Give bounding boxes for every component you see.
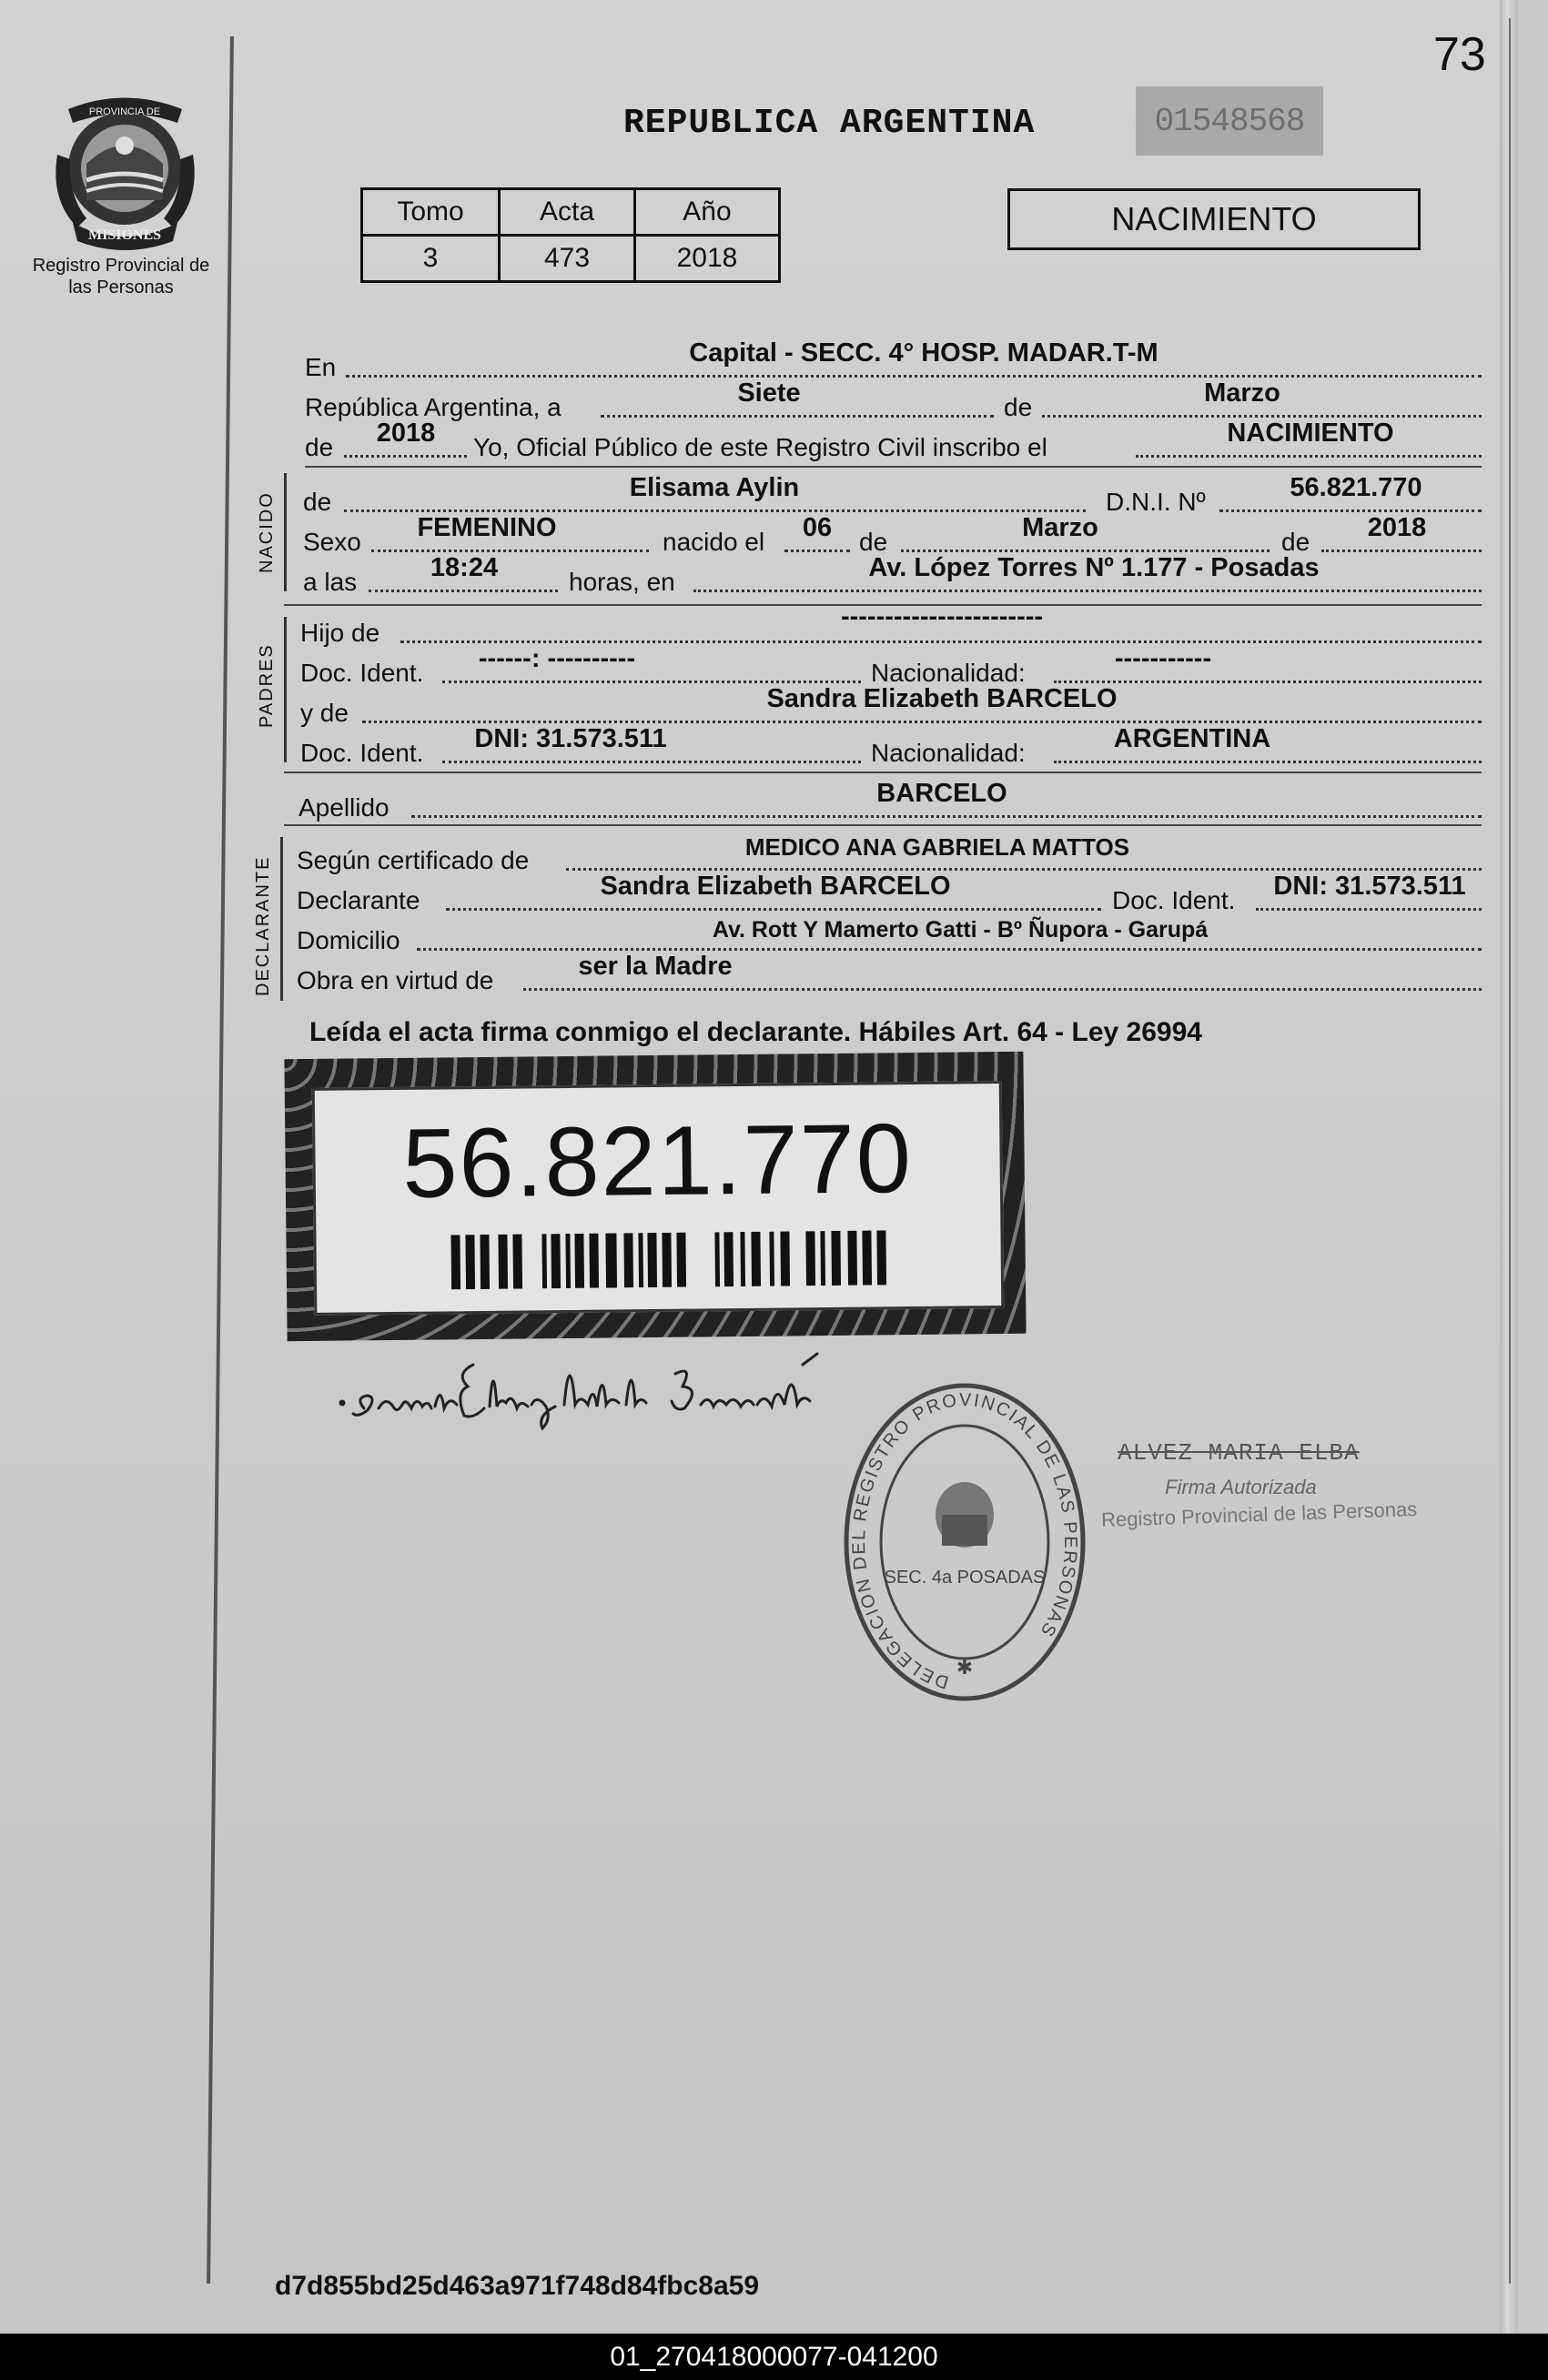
nacido-el-label: nacido el [663, 528, 765, 556]
doc-label: Doc. Ident. [300, 659, 424, 687]
year-value: 2018 [376, 419, 436, 448]
value-tomo: 3 [362, 236, 500, 282]
registry-seal-icon [842, 1378, 1088, 1706]
svg-text:MISIONES: MISIONES [87, 227, 162, 243]
header-acta: Acta [500, 189, 635, 236]
de-label: de [1281, 528, 1310, 556]
dotted-line [1042, 415, 1482, 418]
section-bar [284, 617, 287, 762]
misiones-coat-of-arms-logo [50, 91, 200, 255]
declarante-section-label: DECLARANTE [253, 855, 273, 996]
dotted-line [1054, 761, 1482, 763]
a-las-label: a las [303, 568, 358, 596]
svg-text:DELEGACION DEL REGISTRO PROVIN: DELEGACION DEL REGISTRO PROVINCIAL DE LAS PERSONAS [848, 1389, 1081, 1692]
dotted-line [411, 815, 1482, 818]
value-anio: 2018 [635, 236, 780, 282]
inscription-value: NACIMIENTO [1227, 419, 1394, 448]
dotted-line [344, 509, 1086, 512]
dni-sticker-inner [312, 1081, 1005, 1316]
declarante-label: Declarante [297, 886, 420, 914]
official-name: ALVEZ MARIA ELBA [1118, 1439, 1360, 1467]
mother-nationality: ARGENTINA [1113, 724, 1271, 753]
apellido-value: BARCELO [876, 779, 1007, 808]
horas-label: horas, en [569, 568, 675, 596]
dotted-line [346, 375, 1482, 378]
svg-text:PROVINCIA DE: PROVINCIA DE [88, 106, 161, 117]
dotted-line [1054, 681, 1482, 683]
birth-month: Marzo [1022, 513, 1098, 542]
nacido-section-label: NACIDO [257, 491, 277, 573]
domicilio-label: Domicilio [297, 926, 400, 954]
dotted-line [1321, 550, 1482, 552]
y-de-label: y de [300, 699, 349, 727]
official-registry: Registro Provincial de las Personas [1100, 1497, 1418, 1532]
child-name: Elisama Aylin [629, 473, 800, 502]
dni-label: D.N.I. Nº [1106, 488, 1206, 516]
table-header-row [362, 189, 780, 236]
divider [284, 824, 1482, 826]
dotted-line [523, 988, 1482, 991]
certificado-value: MEDICO ANA GABRIELA MATTOS [744, 833, 1130, 861]
header-tomo: Tomo [362, 189, 500, 236]
section-bar [280, 837, 283, 1001]
birth-year: 2018 [1367, 513, 1427, 542]
dotted-line [362, 721, 1482, 723]
value-acta: 473 [500, 236, 635, 282]
declarante-value: Sandra Elizabeth BARCELO [600, 872, 951, 901]
dotted-line [1219, 509, 1482, 512]
father-nationality: ----------- [1114, 644, 1212, 673]
de-label: de [859, 528, 888, 556]
place-value: Capital - SECC. 4° HOSP. MADAR.T-M [689, 338, 1158, 368]
birth-time: 18:24 [430, 553, 499, 582]
dotted-line [446, 908, 1101, 911]
header-anio: Año [635, 189, 780, 236]
dotted-line [442, 761, 861, 763]
dotted-line [1256, 908, 1482, 911]
padres-section-label: PADRES [257, 643, 277, 728]
doc-label: Doc. Ident. [1112, 886, 1236, 914]
sexo-value: FEMENINO [417, 513, 557, 542]
birth-day: 06 [802, 513, 833, 542]
record-type-box: NACIMIENTO [1007, 188, 1421, 250]
child-dni: 56.821.770 [1290, 473, 1422, 502]
registry-caption: Registro Provincial de las Personas [32, 256, 210, 298]
official-role: Firma Autorizada [1165, 1476, 1317, 1498]
oficial-text: Yo, Oficial Público de este Registro Civil inscribo el [473, 433, 1047, 461]
nacido-de-label: de [303, 488, 332, 516]
document-hash: d7d855bd25d463a971f748d84fbc8a59 [275, 2271, 760, 2301]
dotted-line [693, 590, 1482, 592]
svg-text:SEC. 4a POSADAS: SEC. 4a POSADAS [884, 1568, 1046, 1588]
father-doc: ------: ---------- [478, 644, 636, 673]
dotted-line [344, 455, 467, 458]
register-table [360, 187, 781, 283]
svg-text:✱: ✱ [956, 1656, 974, 1679]
nacionalidad-label: Nacionalidad: [871, 659, 1026, 687]
mother-doc: DNI: 31.573.511 [474, 724, 667, 753]
legal-note: Leída el acta firma conmigo el declarante. Hábiles Art. 64 - Ley 26994 [309, 1017, 1202, 1047]
dotted-line [566, 868, 1482, 871]
apellido-label: Apellido [298, 793, 390, 822]
barcode-icon [450, 1230, 888, 1289]
country-title: REPUBLICA ARGENTINA [623, 104, 1036, 143]
dotted-line [1136, 455, 1482, 458]
doc-label: Doc. Ident. [300, 739, 424, 767]
dotted-line [400, 640, 1482, 643]
domicilio-value: Av. Rott Y Mamerto Gatti - Bº Ñupora - Garupá [712, 917, 1209, 943]
dotted-line [901, 550, 1270, 552]
dotted-line [784, 550, 850, 552]
table-row [362, 236, 780, 282]
nacionalidad-label: Nacionalidad: [871, 739, 1026, 767]
birth-place: Av. López Torres Nº 1.177 - Posadas [868, 553, 1320, 582]
declarant-signature [337, 1328, 901, 1447]
obra-label: Obra en virtud de [297, 966, 494, 994]
certificado-label: Según certificado de [297, 846, 530, 874]
de-label: de [305, 433, 334, 461]
divider [305, 466, 1482, 468]
mother-name: Sandra Elizabeth BARCELO [766, 684, 1118, 713]
en-label: En [305, 353, 337, 381]
sexo-label: Sexo [303, 528, 361, 556]
margin-line [207, 36, 234, 2284]
footer-code-bar [0, 2334, 1548, 2380]
hijo-label: Hijo de [300, 619, 380, 647]
month-value: Marzo [1204, 378, 1280, 408]
dotted-line [442, 681, 861, 683]
de-label: de [1004, 393, 1033, 421]
dotted-line [601, 415, 994, 418]
footer-code: 01_270418000077-041200 [610, 2341, 938, 2372]
dotted-line [371, 550, 649, 552]
section-bar [284, 473, 287, 591]
serial-number: 01548568 [1136, 86, 1323, 156]
divider [284, 771, 1482, 773]
dni-sticker-number: 56.821.770 [401, 1103, 914, 1218]
dotted-line [369, 590, 558, 592]
page-number: 73 [1433, 28, 1486, 81]
father-name: ----------------------- [840, 602, 1044, 631]
dni-sticker [284, 1052, 1026, 1341]
right-rule [1509, 18, 1511, 2284]
dotted-line [417, 948, 1482, 951]
republica-label: República Argentina, a [305, 393, 562, 421]
declarante-doc: DNI: 31.573.511 [1273, 872, 1466, 901]
day-value: Siete [737, 378, 801, 408]
obra-value: ser la Madre [578, 952, 733, 981]
